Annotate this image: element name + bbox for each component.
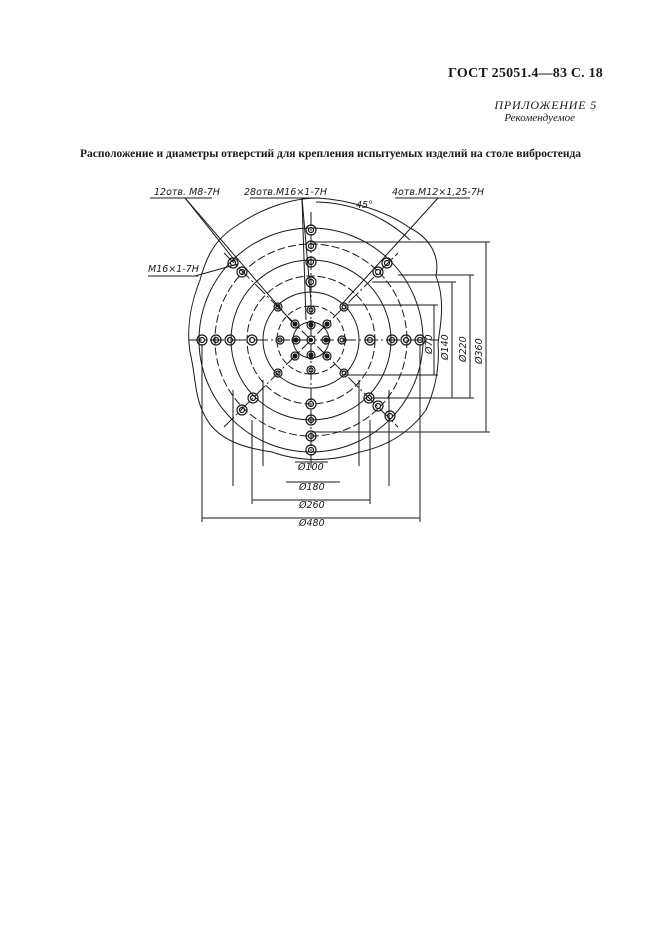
dim-d180: Ø180: [299, 482, 325, 493]
document-header: ГОСТ 25051.4—83 С. 18: [448, 66, 603, 81]
leader-m8-2: [185, 198, 292, 322]
dim-d140: Ø140: [440, 334, 451, 360]
figure-caption: Расположение и диаметры отверстий для крепления испытуемых изделий на столе вибростенда: [79, 148, 582, 160]
dim-d100: Ø100: [298, 462, 324, 473]
dim-d220: Ø220: [458, 336, 469, 362]
hole: [340, 369, 348, 377]
hole: [382, 258, 392, 268]
dim-d480: Ø480: [299, 518, 325, 529]
dim-d360: Ø360: [474, 338, 485, 364]
dim-d260: Ø260: [299, 500, 325, 511]
callout-m16-28: 28отв.М16×1-7Н: [244, 187, 327, 198]
callout-m12: 4отв.М12×1,25-7Н: [392, 187, 485, 198]
dim-d70: Ø70: [424, 334, 435, 354]
leader-m16: [195, 264, 238, 276]
callout-m16: М16×1-7Н: [148, 264, 199, 275]
hole: [340, 303, 348, 311]
callout-m8: 12отв. М8-7Н: [154, 187, 220, 198]
angle-label: 45°: [356, 200, 373, 211]
leader-m12: [342, 198, 438, 304]
appendix-status: Рекомендуемое: [504, 112, 575, 124]
hole: [373, 401, 383, 411]
appendix-title: ПРИЛОЖЕНИЕ 5: [494, 98, 597, 112]
